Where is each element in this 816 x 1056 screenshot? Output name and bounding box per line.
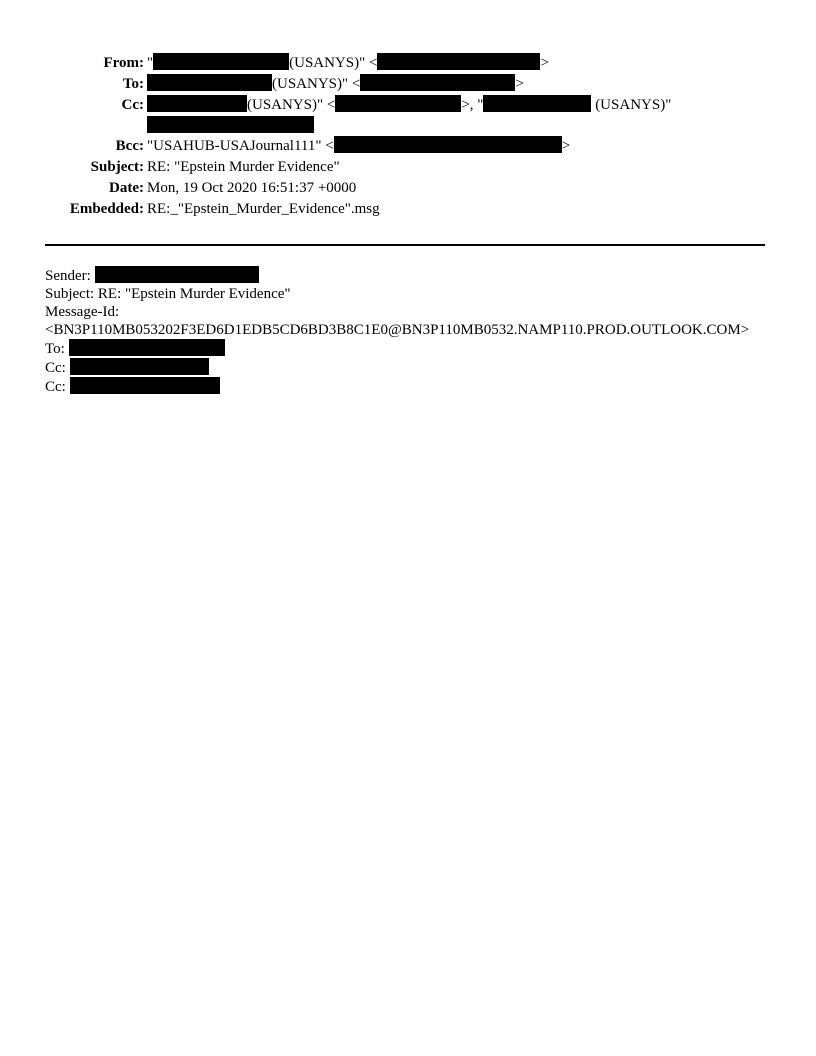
embedded-message-headers: [45, 266, 775, 396]
redaction-block: [153, 53, 289, 70]
redaction-block: [69, 339, 225, 356]
redaction-block: [377, 53, 540, 70]
to-label: To:: [122, 76, 144, 92]
sender-line: [45, 266, 775, 285]
cc-value-continued: [147, 116, 314, 137]
email-header: [0, 53, 816, 220]
redaction-block: [360, 74, 515, 91]
subject-value: RE: "Epstein Murder Evidence": [147, 159, 340, 175]
embedded-row: [0, 199, 816, 220]
bcc-row: [0, 136, 816, 157]
to-row: [0, 74, 816, 95]
from-value: [147, 53, 549, 74]
message-id-value: <BN3P110MB053202F3ED6D1EDB5CD6BD3B8C1E0@BN3P110MB0532.NAMP110.PROD.OUTLOOK.COM>: [45, 322, 750, 338]
redaction-block: [334, 136, 562, 153]
redaction-block: [147, 74, 272, 91]
bcc-text: "USAHUB-USAJournal111" <: [147, 138, 334, 154]
message-subject-line: Subject: RE: "Epstein Murder Evidence": [45, 286, 291, 302]
message-to-line: [45, 339, 775, 358]
bcc-close: >: [561, 138, 571, 154]
embedded-value: RE:_"Epstein_Murder_Evidence".msg: [147, 201, 380, 217]
cc-label: Cc:: [121, 97, 144, 113]
to-close: >: [515, 76, 524, 92]
message-id-label: Message-Id:: [45, 304, 120, 320]
from-label: From:: [103, 55, 144, 71]
redaction-block: [335, 95, 461, 112]
date-label: Date:: [109, 180, 144, 196]
from-org: (USANYS)" <: [289, 55, 378, 71]
date-row: [0, 178, 816, 199]
message-cc-label-2: Cc:: [45, 379, 66, 395]
message-cc-line-2: [45, 377, 775, 396]
to-org: (USANYS)" <: [272, 76, 361, 92]
subject-label: Subject:: [90, 159, 144, 175]
sender-label: Sender:: [45, 268, 91, 284]
cc-row: [0, 95, 816, 116]
redaction-block: [147, 116, 314, 133]
redaction-block: [70, 377, 220, 394]
date-value: Mon, 19 Oct 2020 16:51:37 +0000: [147, 180, 357, 196]
cc-value: [147, 95, 671, 116]
message-to-label: To:: [45, 341, 65, 357]
subject-row: [0, 157, 816, 178]
redaction-block: [483, 95, 591, 112]
bcc-value: [147, 136, 570, 157]
cc-row-continued: [0, 116, 816, 136]
redaction-block: [70, 358, 209, 375]
from-open-quote: ": [147, 55, 154, 71]
to-value: [147, 74, 524, 95]
bcc-label: Bcc:: [115, 138, 144, 154]
cc-org-2: (USANYS)": [591, 97, 672, 113]
message-cc-label-1: Cc:: [45, 360, 66, 376]
from-close: >: [540, 55, 549, 71]
redaction-block: [147, 95, 247, 112]
from-row: [0, 53, 816, 74]
embedded-label: Embedded:: [69, 201, 144, 217]
redaction-block: [95, 266, 259, 283]
horizontal-divider: [45, 244, 765, 246]
cc-separator: >, ": [461, 97, 484, 113]
message-cc-line-1: [45, 358, 775, 377]
cc-org-1: (USANYS)" <: [247, 97, 336, 113]
